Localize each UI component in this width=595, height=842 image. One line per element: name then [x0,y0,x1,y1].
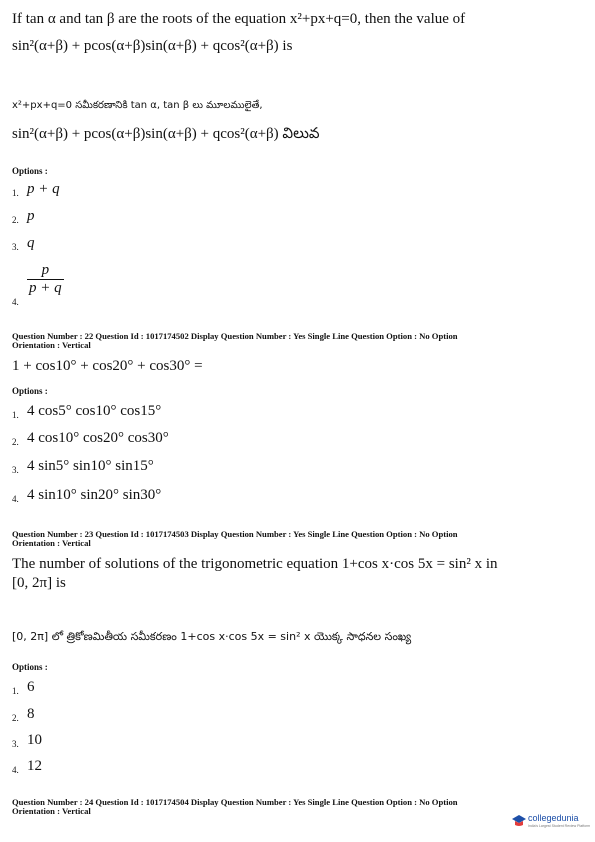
q23-text [12,555,582,593]
q23-option-4[interactable] [12,757,42,775]
q24-meta-line1: Question Number : 24 Question Id : 1017174504 Display Question Number : Yes Single Line Question Option : No Option [12,797,458,807]
q22-option-2[interactable] [12,429,169,447]
option-value: 4 cos10° cos20° cos30° [27,430,169,446]
q21-telugu-text [12,96,582,113]
q22-option-1[interactable] [12,402,161,420]
q23-telugu-line: [0, 2π] లో త్రికోణమితీయ సమీకరణం 1+cos x·cos 5x = sin² x యొక్క సాధనల సంఖ్య [12,630,412,643]
q21-option-1[interactable] [12,180,60,198]
option-value: p + q [27,181,60,197]
q23-meta-line2: Orientation : Vertical [12,538,91,548]
option-number: 2. [12,437,19,447]
option-number: 3. [12,739,19,749]
option-value: 4 cos5° cos10° cos15° [27,403,162,419]
q22-meta-line1: Question Number : 22 Question Id : 1017174502 Display Question Number : Yes Single Line Question Option : No Option [12,331,458,341]
option-value: 4 sin5° sin10° sin15° [27,458,154,474]
q22-option-4[interactable] [12,486,161,504]
q21-telugu-line: x²+px+q=0 సమీకరణానికి tan α, tan β లు మూలములైతే, [12,100,263,111]
q22-text: 1 + cos10° + cos20° + cos30° = [12,358,203,374]
fraction-denominator: p + q [29,280,62,296]
option-number: 1. [12,686,19,696]
option-number: 3. [12,465,19,475]
option-number: 2. [12,215,19,225]
q21-expression: sin²(α+β) + pcos(α+β)sin(α+β) + qcos²(α+β) is [12,38,293,54]
q21-option-4[interactable] [12,262,64,307]
graduation-cap-icon [511,814,527,828]
q23-meta [12,530,582,548]
option-number: 1. [12,410,19,420]
option-number: 1. [12,188,19,198]
q21-text: If tan α and tan β are the roots of the equation x²+px+q=0, then the value of [12,11,466,27]
option-number: 3. [12,242,19,252]
fraction-numerator: p [41,262,50,278]
q23-option-1[interactable] [12,678,35,696]
q22-meta-line2: Orientation : Vertical [12,340,91,350]
option-value: 8 [27,706,35,722]
q23-meta-line1: Question Number : 23 Question Id : 1017174503 Display Question Number : Yes Single Line Question Option : No Option [12,529,458,539]
option-value: 12 [27,758,42,774]
q21-options-label: Options : [12,166,48,176]
logo-text: collegedunia [528,813,579,823]
logo-tagline: India's Largest Student Review Platform [528,824,591,828]
q23-text-line1: The number of solutions of the trigonometric equation 1+cos x·cos 5x = sin² x in [12,556,498,572]
q22-option-3[interactable] [12,457,154,475]
option-number: 4. [12,297,19,308]
q21-option-3[interactable] [12,234,35,252]
q23-option-3[interactable] [12,731,42,749]
option-value: p [27,208,35,224]
option-number: 4. [12,765,19,775]
q24-meta-line2: Orientation : Vertical [12,806,91,816]
q23-options-label: Options : [12,662,48,672]
q22-meta [12,332,582,350]
option-value: 4 sin10° sin20° sin30° [27,487,162,503]
q21-telugu-expression [12,126,582,146]
option-number: 4. [12,494,19,504]
option-value: 10 [27,732,42,748]
q22-options-label: Options : [12,386,48,396]
option-value: q [27,235,35,251]
option-number: 2. [12,713,19,723]
q24-meta [12,798,582,816]
q21-option-2[interactable] [12,207,35,225]
q23-text-line2: [0, 2π] is [12,575,66,591]
collegedunia-logo [511,812,589,832]
option-value: 6 [27,679,35,695]
q23-telugu-text [12,628,582,646]
q23-option-2[interactable] [12,705,35,723]
option-fraction [27,262,64,297]
q21-telugu-expression-text: sin²(α+β) + pcos(α+β)sin(α+β) + qcos²(α+β) విలువ [12,126,320,142]
